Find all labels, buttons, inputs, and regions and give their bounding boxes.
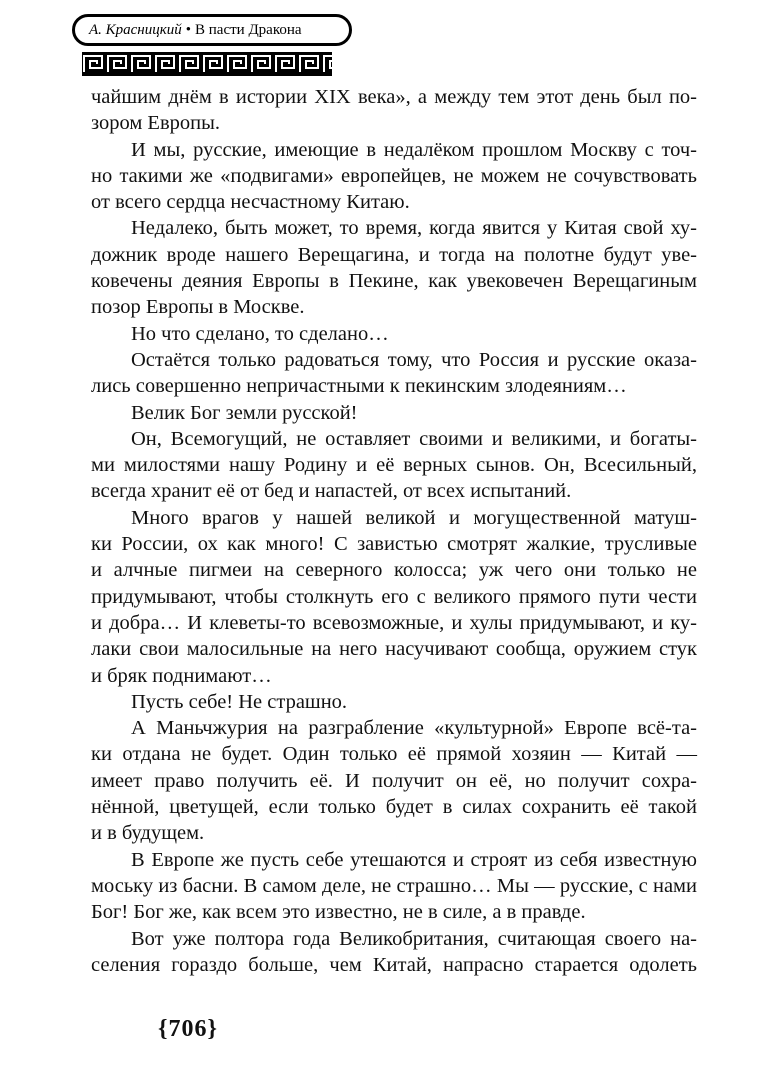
paragraph	[91, 426, 697, 505]
text-line: но такими же «подвигами» европейцев, не можем не сочувствовать	[91, 164, 697, 187]
text-line: и в будущем.	[91, 822, 205, 845]
text-line: зором Европы.	[91, 112, 221, 135]
text-line: и добра… И клеветы-то всевозможные, и хулы придумывают, и ку-	[91, 611, 697, 634]
text-line: дожник вроде нашего Верещагина, и тогда на полотне будут уве-	[91, 243, 697, 266]
text-line: и алчные пигмеи на северного колосса; уж чего они только не	[91, 559, 697, 582]
text-line: Много врагов у нашей великой и могущественной матуш-	[131, 506, 697, 529]
text-line: ми милостями нашу Родину и её верных сынов. Он, Всесильный,	[91, 454, 697, 477]
text-line: Остаётся только радоваться тому, что Россия и русские оказа-	[131, 348, 697, 371]
page-number: {706}	[158, 1016, 218, 1042]
paragraph	[91, 847, 697, 926]
text-line: ки отдана не будет. Один только её прямой хозяин — Китай —	[91, 743, 697, 766]
header-book-title: В пасти Дракона	[195, 21, 302, 38]
text-line: ки России, ох как много! С завистью смотрят жалкие, трусливые	[91, 533, 697, 556]
text-line: Пусть себе! Не страшно.	[131, 690, 348, 713]
text-line: В Европе же пусть себе утешаются и строят из себя известную	[131, 848, 697, 871]
text-line: Бог! Бог же, как всем это известно, не в силе, а в правде.	[91, 901, 586, 924]
paragraph	[91, 400, 697, 426]
text-line: лаки свои малосильные на него насучивают сообща, оружием стук	[91, 638, 697, 661]
text-line: селения гораздо больше, чем Китай, напрасно старается одолеть	[91, 953, 697, 976]
text-line: А Маньчжурия на разграбление «культурной» Европе всё-та-	[131, 717, 697, 740]
text-line: всегда хранит её от бед и напастей, от всех испытаний.	[91, 480, 572, 503]
text-line: Недалеко, быть может, то время, когда явится у Китая свой ху-	[131, 217, 697, 240]
text-line: лись совершенно непричастными к пекинским злодеяниям…	[91, 375, 627, 398]
text-line: И мы, русские, имеющие в недалёком прошлом Москву с точ-	[131, 138, 697, 161]
paragraph	[91, 215, 697, 320]
paragraph	[91, 347, 697, 400]
text-line: Велик Бог земли русской!	[131, 401, 358, 424]
text-line: нённой, цветущей, если только будет в силах сохранить её такой	[91, 796, 697, 819]
paragraph	[91, 137, 697, 216]
text-line: имеет право получить её. И получит он её, но получит сохра-	[91, 769, 697, 792]
text-line: чайшим днём в истории XIX века», а между тем этот день был по-	[91, 86, 697, 108]
text-line: ковечены деяния Европы в Пекине, как увековечен Верещагиным	[91, 270, 697, 293]
text-line: Но что сделано, то сделано…	[131, 322, 389, 345]
paragraph	[91, 84, 697, 137]
running-header	[72, 14, 352, 46]
paragraph	[91, 505, 697, 689]
paragraph	[91, 715, 697, 846]
text-line: от всего сердца несчастному Китаю.	[91, 191, 410, 214]
paragraph	[91, 926, 697, 979]
text-line: придумывают, чтобы столкнуть его с великого прямого пути чести	[91, 585, 697, 608]
greek-key-ornament-icon	[82, 52, 332, 76]
text-line: Он, Всемогущий, не оставляет своими и великими, и богаты-	[131, 427, 697, 450]
body-text	[91, 84, 697, 978]
text-line: и бряк поднимают…	[91, 664, 272, 687]
text-line: Вот уже полтора года Великобритания, считающая своего на-	[131, 927, 697, 950]
paragraph	[91, 689, 697, 715]
paragraph	[91, 321, 697, 347]
text-line: позор Европы в Москве.	[91, 296, 305, 319]
header-separator: •	[185, 21, 192, 38]
header-author: А. Красницкий	[89, 21, 182, 38]
text-line: моську из басни. В самом деле, не страшно… Мы — русские, с нами	[91, 874, 697, 897]
